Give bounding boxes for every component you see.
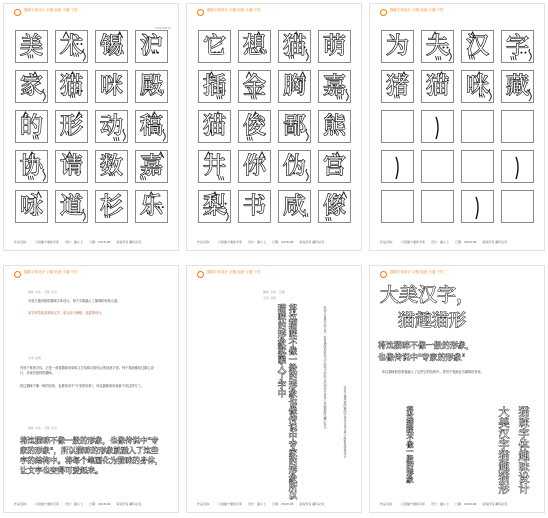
intro-red-paragraph: 本字库共收录常用汉字，适合用于海报、包装等设计。 [28,311,105,315]
header-logo-icon [380,271,387,278]
glyph-char: 猫 [60,73,83,99]
header-logo-icon [197,9,204,16]
glyph-cell [95,70,128,103]
glyph-cell [15,30,48,63]
footer [197,502,353,506]
footer-item: 日期：2018.06 [272,240,294,244]
footer-item: 版权所有 翻印必究 [482,240,508,244]
glyph-cell [318,110,351,143]
glyph-cell [501,150,534,183]
glyph-cell [318,150,351,183]
glyph-char: 书 [243,193,266,219]
glyph-cell [278,110,311,143]
glyph-char: 沪 [140,33,163,59]
glyph-cell [95,110,128,143]
body-paragraph: 有别于常规字体，它是一套将猫咪形象和文字结构巧妙结合的创意字体。每个笔画都经过精心设计，呈现出独特的趣味。 [20,366,154,376]
cat-decoration-icon [502,111,535,144]
glyph-cell [381,150,414,183]
footer-item: 作品名称： [197,502,213,506]
glyph-char: 它 [203,33,226,59]
glyph-char: 夫 [426,33,449,59]
header-text: 猫咪字体设计 字酷 创意·卡通·个性 [390,270,444,274]
glyph-cell [198,110,231,143]
glyph-char: 美 [20,33,43,59]
glyph-char: 咪 [100,73,123,99]
big-paragraph: 将这猫咪不像一般的形象，也像传说中"专家的形象"，所以猫咪的形象就融入了这些字的结构中。将每个笔画化为猫咪的身体，让文字也变得可爱起来。 [20,436,163,475]
footer [380,502,536,506]
footer-item: 作品名称： [14,502,30,506]
vertical-column: 将这猫咪不像一般的形象 [406,406,414,483]
footer-item: 版权所有 翻印必究 [299,240,325,244]
glyph-cell [461,70,494,103]
glyph-cell [461,190,494,223]
glyph-cell [95,150,128,183]
glyph-char: 插 [203,73,226,99]
page-4 [3,265,179,513]
glyph-cell [238,30,271,63]
glyph-grid [198,30,351,223]
glyph-char: 的 [20,113,43,139]
header-text: 猫咪字体设计 字酷 创意·卡通·个性 [207,270,261,274]
meta-line: 猫咪 字体 · 字酷 系列 [28,426,57,430]
glyph-cell [501,30,534,63]
footer-item: 版权所有 翻印必究 [299,502,325,506]
glyph-cell [421,30,454,63]
glyph-char: 猫 [283,33,306,59]
glyph-char: 猫 [426,73,449,99]
cat-decoration-icon [382,191,415,224]
glyph-char: 俊 [243,113,266,139]
glyph-cell [278,150,311,183]
glyph-char: 嘉 [323,73,346,99]
footer-item: 口袋猫卡通体字库 [401,240,426,244]
glyph-cell [461,150,494,183]
footer-item: 日期：2018.06 [455,240,477,244]
glyph-cell [198,30,231,63]
headline-line: 也像传说中"专家的形象" [378,353,466,362]
glyph-char: 汉 [466,33,489,59]
footer-item: 口袋猫卡通体字库 [401,502,426,506]
glyph-char: 像 [323,193,346,219]
footer-item: 作品名称： [197,240,213,244]
meta-line: 猫咪 字体 · 字酷 [263,290,285,294]
meta-line: 字库 说明 [28,356,41,360]
footer-item: 版权所有 翻印必究 [116,240,142,244]
page-3 [369,3,545,251]
glyph-cell [381,190,414,223]
glyph-cell [238,110,271,143]
glyph-cell [55,150,88,183]
glyph-char: 猫 [203,113,226,139]
glyph-cell [135,70,168,103]
vertical-side-text: 有别于常规字体它是一套将猫咪形象和文字结构巧妙结合的创意字体每个笔画都经过精心设计 [323,306,327,429]
glyph-cell [198,190,231,223]
glyph-cell [55,30,88,63]
page-6 [369,265,545,513]
glyph-char: 猪 [386,73,409,99]
glyph-cell [135,190,168,223]
header-logo-icon [197,271,204,278]
glyph-char: 道 [60,193,83,219]
header-logo-icon [14,271,21,278]
footer-item: 设计：猫小七 [248,240,267,244]
headline-line: 将这猫咪不像一般的形象， [378,341,474,350]
glyph-cell [278,70,311,103]
footer [14,240,170,244]
header-logo-icon [14,9,21,16]
header-text: 猫咪字体设计 字酷 创意·卡通·个性 [390,8,444,12]
glyph-char: 伪 [283,153,306,179]
footer-item: 作品名称： [14,240,30,244]
glyph-grid [381,30,534,223]
header-text: 猫咪字体设计 字酷 创意·卡通·个性 [24,8,78,12]
glyph-cell [15,150,48,183]
glyph-cell [318,190,351,223]
glyph-char: 请 [60,153,83,179]
meta-line: 猫咪 字体 · 字酷 系列 [28,290,57,294]
glyph-char: 藏 [506,73,529,99]
glyph-cell [421,150,454,183]
footer-item: 日期：2018.06 [272,502,294,506]
cat-decoration-icon [462,151,495,184]
glyph-cell [55,110,88,143]
glyph-cell [461,110,494,143]
header-text: 猫咪字体设计 字酷 创意·卡通·个性 [207,8,261,12]
footer-item: 日期：2018.06 [89,502,111,506]
page-tag: CONTENTS [154,26,171,30]
glyph-cell [501,190,534,223]
footer-item: 作品名称： [380,240,396,244]
glyph-char: 你 [243,153,266,179]
glyph-char: 鄙 [283,113,306,139]
glyph-char: 数 [100,153,123,179]
glyph-char: 家 [20,73,43,99]
cat-decoration-icon [462,111,495,144]
footer-item: 设计：猫小七 [431,240,450,244]
glyph-char: 宫 [323,153,346,179]
footer-item: 版权所有 翻印必究 [482,502,508,506]
glyph-cell [381,30,414,63]
page-1 [3,3,179,251]
glyph-cell [278,30,311,63]
footer-item: 口袋猫卡通体字库 [35,502,60,506]
glyph-char: 稿 [140,113,163,139]
glyph-char: 嘉 [140,153,163,179]
intro-paragraph: 可爱卡通风格的猫咪字体设计，每个字都融入了猫咪的形象元素。 [28,299,121,303]
glyph-cell [198,150,231,183]
footer-item: 作品名称： [380,502,396,506]
cat-decoration-icon [422,191,455,224]
glyph-grid [15,30,168,223]
page-2 [186,3,362,251]
glyph-char: 殿 [140,73,163,99]
glyph-char: 井 [203,153,226,179]
glyph-cell [135,110,168,143]
footer-item: 版权所有 翻印必究 [116,502,142,506]
small-paragraph: 所以猫咪的形象就融入了这些字的结构中。将每个笔画化为猫咪的身体。 [382,370,484,374]
glyph-cell [318,70,351,103]
glyph-cell [381,110,414,143]
body-paragraph: 将这猫咪不像一般的形象，也像传说中"专家的形象"，所以猫咪的形象就不用这样写了。 [20,384,145,388]
cat-decoration-icon [462,191,495,224]
footer-item: 设计：猫小七 [65,240,84,244]
vertical-text-block: 将这猫咪不像一般的形象也像传说中专家的形象所以猫咪的形象就融入了字中 [276,304,297,500]
footer-item: 口袋猫卡通体字库 [218,240,243,244]
vertical-side-text: 可爱卡通风格的猫咪字体设计适合用于海报包装等设计 [343,386,347,458]
glyph-char: 字 [506,33,529,59]
footer-item: 日期：2018.06 [455,502,477,506]
glyph-cell [95,30,128,63]
glyph-char: 咸 [283,193,306,219]
glyph-cell [135,30,168,63]
glyph-cell [95,190,128,223]
glyph-cell [55,190,88,223]
glyph-cell [238,70,271,103]
glyph-cell [501,110,534,143]
footer-item: 口袋猫卡通体字库 [35,240,60,244]
glyph-cell [278,190,311,223]
glyph-char: 锡 [100,33,123,59]
glyph-char: 熊 [323,113,346,139]
glyph-char: 动 [100,113,123,139]
glyph-cell [421,190,454,223]
glyph-cell [15,110,48,143]
footer-item: 日期：2018.06 [89,240,111,244]
cat-decoration-icon [382,111,415,144]
cat-decoration-icon [422,151,455,184]
cat-decoration-icon [502,191,535,224]
glyph-cell [55,70,88,103]
footer-item: 设计：猫小七 [65,502,84,506]
glyph-cell [15,190,48,223]
glyph-cell [238,190,271,223]
glyph-cell [461,30,494,63]
glyph-cell [381,70,414,103]
header-logo-icon [380,9,387,16]
big-title: 大美汉字， [380,284,476,306]
glyph-cell [421,110,454,143]
big-subtitle: 猫趣猫形 [398,311,466,331]
glyph-cell [238,150,271,183]
glyph-cell [501,70,534,103]
glyph-char: 咏 [20,193,43,219]
glyph-char: 术 [60,33,83,59]
glyph-cell [318,30,351,63]
footer-item: 口袋猫卡通体字库 [218,502,243,506]
meta-line: 字库 说明 [263,296,276,300]
glyph-char: 形 [60,113,83,139]
cat-decoration-icon [502,151,535,184]
glyph-char: 咪 [466,73,489,99]
glyph-char: 想 [243,33,266,59]
glyph-cell [15,70,48,103]
cat-decoration-icon [382,151,415,184]
glyph-char: 为 [386,33,409,59]
glyph-char: 金 [243,73,266,99]
vertical-column: 大美汉字猫趣猫形 [497,406,510,494]
footer [197,240,353,244]
page-5 [186,265,362,513]
glyph-char: 梨 [203,193,226,219]
glyph-cell [135,150,168,183]
glyph-cell [421,70,454,103]
glyph-char: 杉 [100,193,123,219]
glyph-char: 萌 [323,33,346,59]
footer-item: 设计：猫小七 [248,502,267,506]
footer [14,502,170,506]
footer [380,240,536,244]
cat-decoration-icon [422,111,455,144]
footer-item: 设计：猫小七 [431,502,450,506]
vertical-column: 猫咪字体趣味设计 [517,406,530,494]
glyph-cell [198,70,231,103]
header-text: 猫咪字体设计 字酷 创意·卡通·个性 [24,270,78,274]
glyph-char: 胸 [283,73,306,99]
glyph-char: 乐 [140,193,163,219]
glyph-char: 协 [20,153,43,179]
